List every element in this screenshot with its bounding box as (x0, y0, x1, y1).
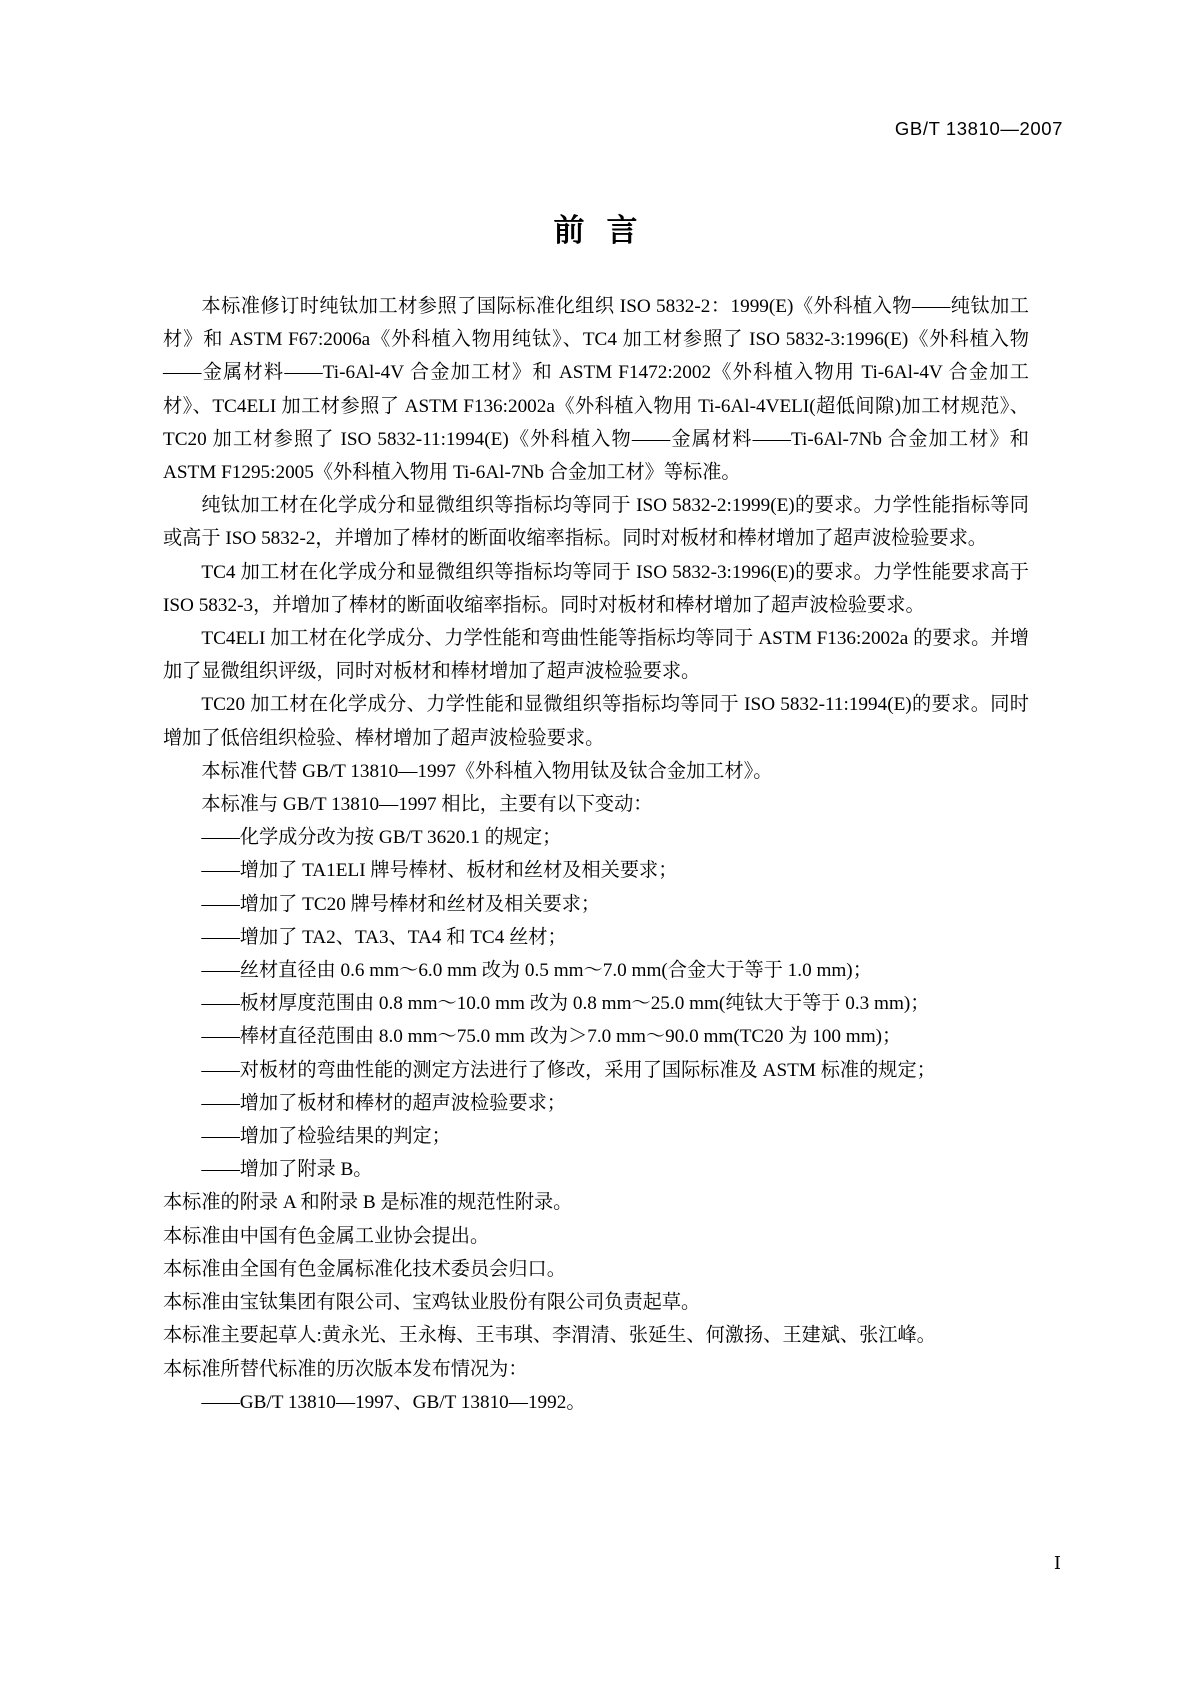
foreword-paragraph: TC20 加工材在化学成分、力学性能和显微组织等指标均等同于 ISO 5832-11:1994(E)的要求。同时增加了低倍组织检验、棒材增加了超声波检验要求。 (163, 694, 1029, 749)
foreword-paragraph: ——对板材的弯曲性能的测定方法进行了修改，采用了国际标准及 ASTM 标准的规定； (201, 1059, 936, 1081)
foreword-paragraph: 本标准修订时纯钛加工材参照了国际标准化组织 ISO 5832-2：1999(E)《外科植入物——纯钛加工材》和 ASTM F67:2006a《外科植入物用纯钛》、TC4 加工材参照了 ISO 5832-3:1996(E)《外科植入物——金属材料——Ti-6Al-4V 合金加工材》和 ASTM F1472:2002《外科植入物用 Ti-6Al-4V 合金加工材》、TC4ELI 加工材参照了 ASTM F136:2002a《外科植入物用 Ti-6Al-4VELI(超低间隙)加工材规范》、TC20 加工材参照了 ISO 5832-11:1994(E)《外科植入物——金属材料——Ti-6Al-7Nb 合金加工材》和 ASTM F1295:2005《外科植入物用 Ti-6Al-7Nb 合金加工材》等标准。 (163, 296, 1029, 484)
foreword-paragraph: ——增加了 TA2、TA3、TA4 和 TC4 丝材； (201, 926, 567, 948)
foreword-paragraph: 本标准由全国有色金属标准化技术委员会归口。 (163, 1258, 566, 1280)
foreword-paragraph: ——棒材直径范围由 8.0 mm～75.0 mm 改为＞7.0 mm～90.0 mm(TC20 为 100 mm)； (201, 1026, 902, 1048)
foreword-paragraph: 本标准代替 GB/T 13810—1997《外科植入物用钛及钛合金加工材》。 (201, 760, 773, 782)
foreword-paragraph: ——增加了检验结果的判定； (201, 1126, 451, 1148)
standard-code-header: GB/T 13810—2007 (894, 118, 1063, 139)
foreword-paragraph: ——板材厚度范围由 0.8 mm～10.0 mm 改为 0.8 mm～25.0 mm(纯钛大于等于 0.3 mm)； (201, 993, 930, 1015)
foreword-paragraph: ——GB/T 13810—1997、GB/T 13810—1992。 (201, 1391, 586, 1413)
foreword-paragraph: ——丝材直径由 0.6 mm～6.0 mm 改为 0.5 mm～7.0 mm(合金大于等于 1.0 mm)； (201, 960, 872, 982)
foreword-paragraph: 本标准由宝钛集团有限公司、宝鸡钛业股份有限公司负责起草。 (163, 1292, 701, 1314)
foreword-paragraph: 本标准的附录 A 和附录 B 是标准的规范性附录。 (163, 1192, 573, 1214)
foreword-paragraph: 本标准主要起草人:黄永光、王永梅、王韦琪、李渭清、张延生、何激扬、王建斌、张江峰。 (163, 1325, 936, 1347)
foreword-paragraph: ——增加了附录 B。 (201, 1159, 373, 1181)
foreword-paragraph: ——增加了板材和棒材的超声波检验要求； (201, 1092, 566, 1114)
foreword-paragraph: 本标准与 GB/T 13810—1997 相比，主要有以下变动： (201, 794, 653, 816)
foreword-paragraph: 纯钛加工材在化学成分和显微组织等指标均等同于 ISO 5832-2:1999(E)的要求。力学性能指标等同或高于 ISO 5832-2，并增加了棒材的断面收缩率指标。同时对板材和棒材增加了超声波检验要求。 (163, 495, 1029, 550)
foreword-paragraph: 本标准所替代标准的历次版本发布情况为： (163, 1358, 528, 1380)
page-number: Ⅰ (1053, 1553, 1061, 1573)
foreword-paragraph: TC4 加工材在化学成分和显微组织等指标均等同于 ISO 5832-3:1996(E)的要求。力学性能要求高于 ISO 5832-3，并增加了棒材的断面收缩率指标。同时对板材和棒材增加了超声波检验要求。 (163, 561, 1029, 616)
foreword-paragraph: ——化学成分改为按 GB/T 3620.1 的规定； (201, 827, 562, 849)
foreword-paragraph: 本标准由中国有色金属工业协会提出。 (163, 1225, 490, 1247)
foreword-body (163, 290, 1029, 1419)
foreword-paragraph: ——增加了 TC20 牌号棒材和丝材及相关要求； (201, 893, 601, 915)
page-title: 前言 (553, 213, 660, 248)
foreword-paragraph: TC4ELI 加工材在化学成分、力学性能和弯曲性能等指标均等同于 ASTM F136:2002a 的要求。并增加了显微组织评级，同时对板材和棒材增加了超声波检验要求。 (163, 628, 1029, 683)
foreword-paragraph: ——增加了 TA1ELI 牌号棒材、板材和丝材及相关要求； (201, 860, 678, 882)
